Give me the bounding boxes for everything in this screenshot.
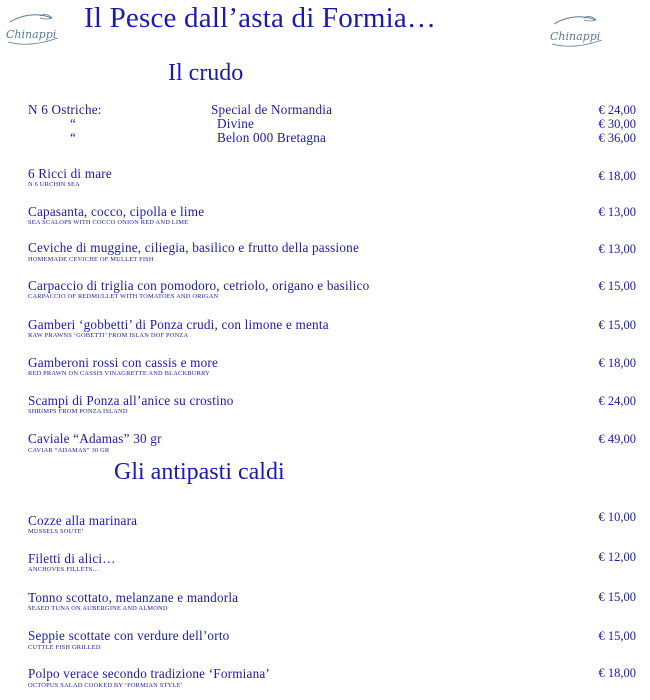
menu-item-translation: N 6 URCHIN SEA xyxy=(28,181,80,188)
oyster-variant-price: € 24,00 xyxy=(598,103,636,117)
menu-item-name: Gamberoni rossi con cassis e more xyxy=(28,355,219,370)
menu-item-price: € 15,00 xyxy=(598,629,636,643)
fish-logo-icon xyxy=(544,10,614,54)
menu-item-price: € 10,00 xyxy=(598,510,636,524)
menu-item-name: Capasanta, cocco, cipolla e lime xyxy=(28,204,205,219)
section-title-caldi: Gli antipasti caldi xyxy=(114,459,285,485)
logo-right xyxy=(544,10,614,54)
menu-item-translation: SHRIMPS FROM PONZA ISLAND xyxy=(28,408,128,415)
menu-item-price: € 24,00 xyxy=(598,394,636,408)
menu-item-name: Filetti di alici… xyxy=(28,551,116,566)
page-title: Il Pesce dall’asta di Formia… xyxy=(84,2,437,34)
menu-item-price: € 15,00 xyxy=(598,590,636,604)
menu-item-translation: RAW PRAWNS ‘GOBETTI’ FROM ISLAN DOF PONZA xyxy=(28,332,189,339)
menu-item-translation: ANCHOVES FILLETS… xyxy=(28,566,100,573)
menu-item-price: € 15,00 xyxy=(598,318,636,332)
ditto-mark: “ xyxy=(70,130,77,145)
logo-left xyxy=(0,8,70,52)
oyster-variant-name: Divine xyxy=(217,116,255,131)
menu-item-price: € 12,00 xyxy=(598,550,636,564)
ditto-mark: “ xyxy=(70,116,77,131)
menu-item-price: € 18,00 xyxy=(598,356,636,370)
menu-item-translation: OCTOPUS SALAD COOKED BY ‘FORMIAN STYLE’ xyxy=(28,682,183,689)
menu-item-name: Scampi di Ponza all’anice su crostino xyxy=(28,393,234,408)
menu-item-name: Ceviche di muggine, ciliegia, basilico e frutto della passione xyxy=(28,240,360,255)
menu-item-translation: HOMEMADE CEVICHE OF MULLET FISH xyxy=(28,256,154,263)
oyster-variant-price: € 30,00 xyxy=(598,117,636,131)
oyster-variant-name: Special de Normandia xyxy=(211,102,333,117)
menu-item-price: € 13,00 xyxy=(598,205,636,219)
menu-item-price: € 18,00 xyxy=(598,666,636,680)
section-title-crudo: Il crudo xyxy=(168,60,244,86)
oyster-variant-name: Belon 000 Bretagna xyxy=(217,130,327,145)
menu-item-name: 6 Ricci di mare xyxy=(28,166,112,181)
menu-item-translation: CUTTLE FISH GRILLED xyxy=(28,644,101,651)
menu-item-price: € 18,00 xyxy=(598,169,636,183)
fish-logo-icon xyxy=(0,8,70,52)
menu-item-name: Seppie scottate con verdure dell’orto xyxy=(28,628,230,643)
oyster-variant-price: € 36,00 xyxy=(598,131,636,145)
menu-item-name: Carpaccio di triglia con pomodoro, cetriolo, origano e basilico xyxy=(28,278,370,293)
menu-item-translation: MUSSELS SOUTE’ xyxy=(28,528,84,535)
svg-text:Chinappi: Chinappi xyxy=(6,28,57,41)
menu-item-translation: SEAED TUNA ON AUBERGINE AND ALMOND xyxy=(28,605,168,612)
menu-item-name: Gamberi ‘gobbetti’ di Ponza crudi, con limone e menta xyxy=(28,317,329,332)
menu-item-translation: CARPACCIO OF REDMULLET WITH TOMATOES AND ORIGAN xyxy=(28,293,219,300)
svg-text:Chinappi: Chinappi xyxy=(550,30,601,43)
menu-item-name: Tonno scottato, melanzane e mandorla xyxy=(28,590,239,605)
menu-item-translation: CAVIAR “ADAMAS” 30 GR xyxy=(28,447,110,454)
menu-item-price: € 15,00 xyxy=(598,279,636,293)
oysters-label: N 6 Ostriche: xyxy=(28,102,102,117)
menu-item-translation: SEA SCALOPS WITH COCCO ONION RED AND LIME xyxy=(28,219,189,226)
menu-item-name: Polpo verace secondo tradizione ‘Formiana’ xyxy=(28,666,271,681)
menu-item-price: € 49,00 xyxy=(598,432,636,446)
menu-item-translation: RED PRAWN ON CASSIS VINAGRETTE AND BLACKBURRY xyxy=(28,370,210,377)
menu-item-price: € 13,00 xyxy=(598,242,636,256)
menu-item-name: Caviale “Adamas” 30 gr xyxy=(28,431,162,446)
menu-item-name: Cozze alla marinara xyxy=(28,513,138,528)
